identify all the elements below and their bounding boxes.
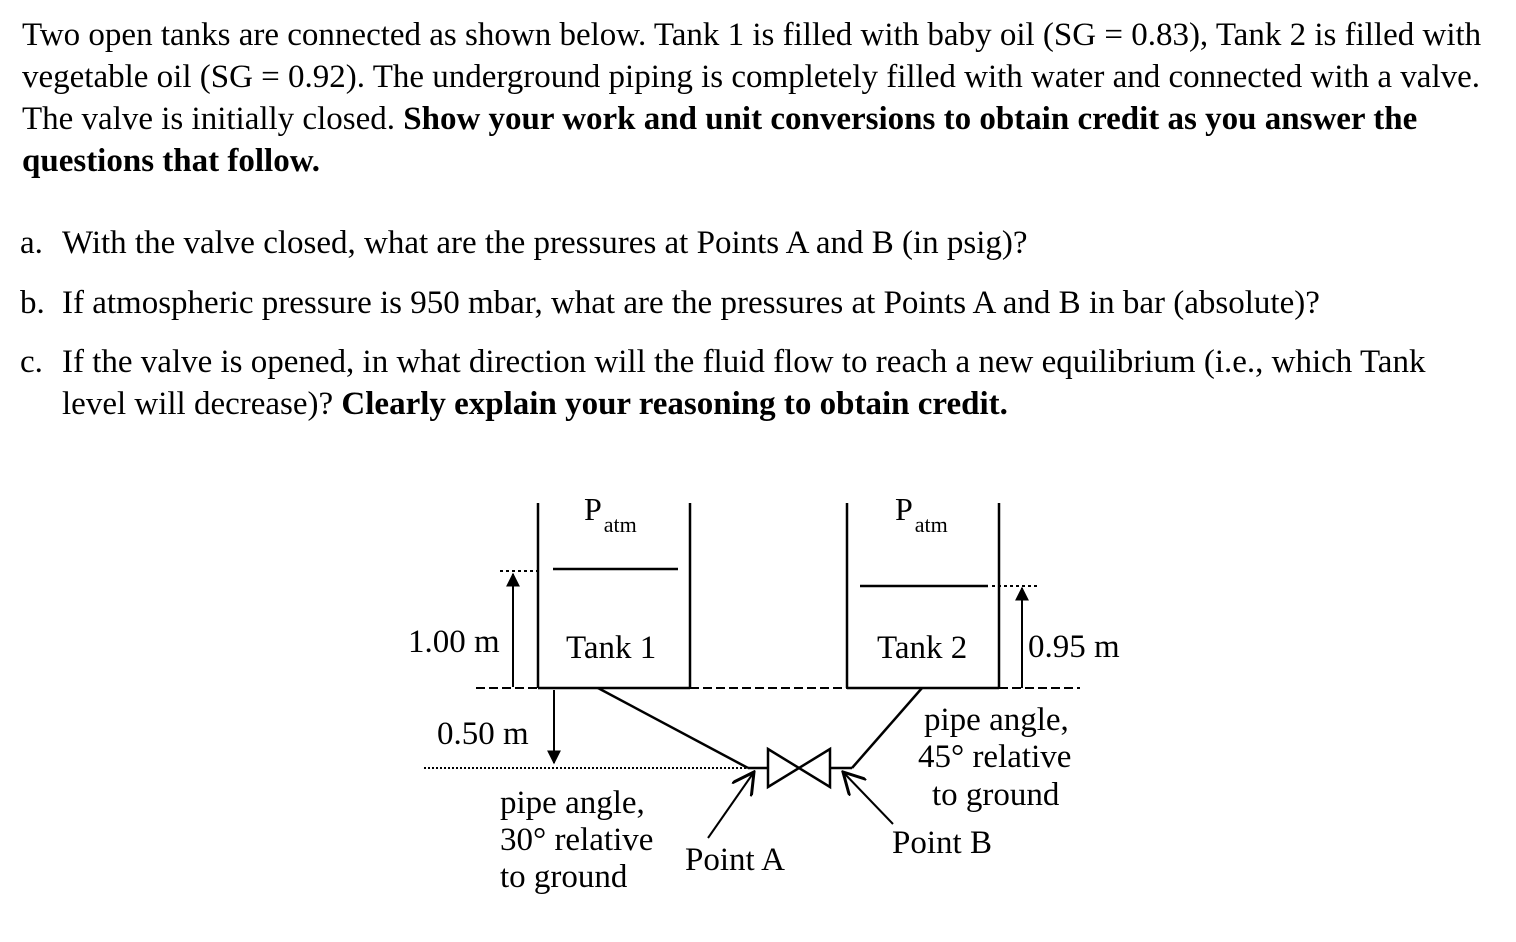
question-label: b. [20, 285, 45, 321]
question-label: a. [20, 225, 43, 261]
tank-2 [847, 491, 999, 688]
svg-text:pipe angle,: pipe angle, [924, 702, 1069, 738]
question-label: c. [20, 344, 43, 380]
question-text: With the valve closed, what are the pressures at Points A and B (in psig)? [62, 225, 1028, 261]
pipe-right [852, 688, 922, 768]
pipe-left-note [500, 785, 653, 895]
pipe-left [598, 688, 748, 768]
tank-1-height-label: 1.00 m [408, 624, 500, 660]
problem-instruction: Show your work and unit conversions to obtain credit as you answer the questions that follow. [22, 101, 1418, 179]
pipe-depth-label: 0.50 m [437, 716, 529, 752]
tank-2-label: Tank 2 [877, 630, 968, 666]
svg-text:to ground: to ground [500, 859, 628, 895]
tank-2-patm: $P_{atm}$ [895, 491, 948, 537]
point-b-pointer [843, 772, 893, 824]
tank-1-patm: $P_{atm}$ [584, 491, 637, 537]
point-a-pointer [708, 772, 754, 838]
point-b-label: Point B [892, 825, 992, 861]
problem-text: Two open tanks are connected as shown below. Tank 1 is filled with baby oil (SG = 0.83), Tank 2 is filled with vegetable oil (SG = 0.92). The underground piping is completely filled with water and connected with a valve. The valve is initially closed. [22, 17, 1482, 137]
tank-2-height-label: 0.95 m [1028, 629, 1120, 665]
question-text: If atmospheric pressure is 950 mbar, what are the pressures at Points A and B in bar (absolute)? [62, 285, 1320, 321]
tank-1 [538, 491, 690, 688]
point-a-label: Point A [685, 842, 785, 878]
valve-icon [768, 749, 830, 787]
svg-text:45° relative: 45° relative [918, 739, 1072, 775]
svg-text:pipe angle,: pipe angle, [500, 785, 645, 821]
svg-text:to ground: to ground [932, 777, 1060, 813]
pipe-right-note [918, 702, 1071, 813]
tank-1-label: Tank 1 [566, 630, 657, 666]
question-text: If the valve is opened, in what direction will the fluid flow to reach a new equilibrium (i.e., which Tank level will decrease)? Clearly explain your reasoning to obtain credit. [62, 344, 1426, 422]
question-c-instruction: Clearly explain your reasoning to obtain credit. [341, 386, 1008, 422]
svg-text:30° relative: 30° relative [500, 822, 654, 858]
